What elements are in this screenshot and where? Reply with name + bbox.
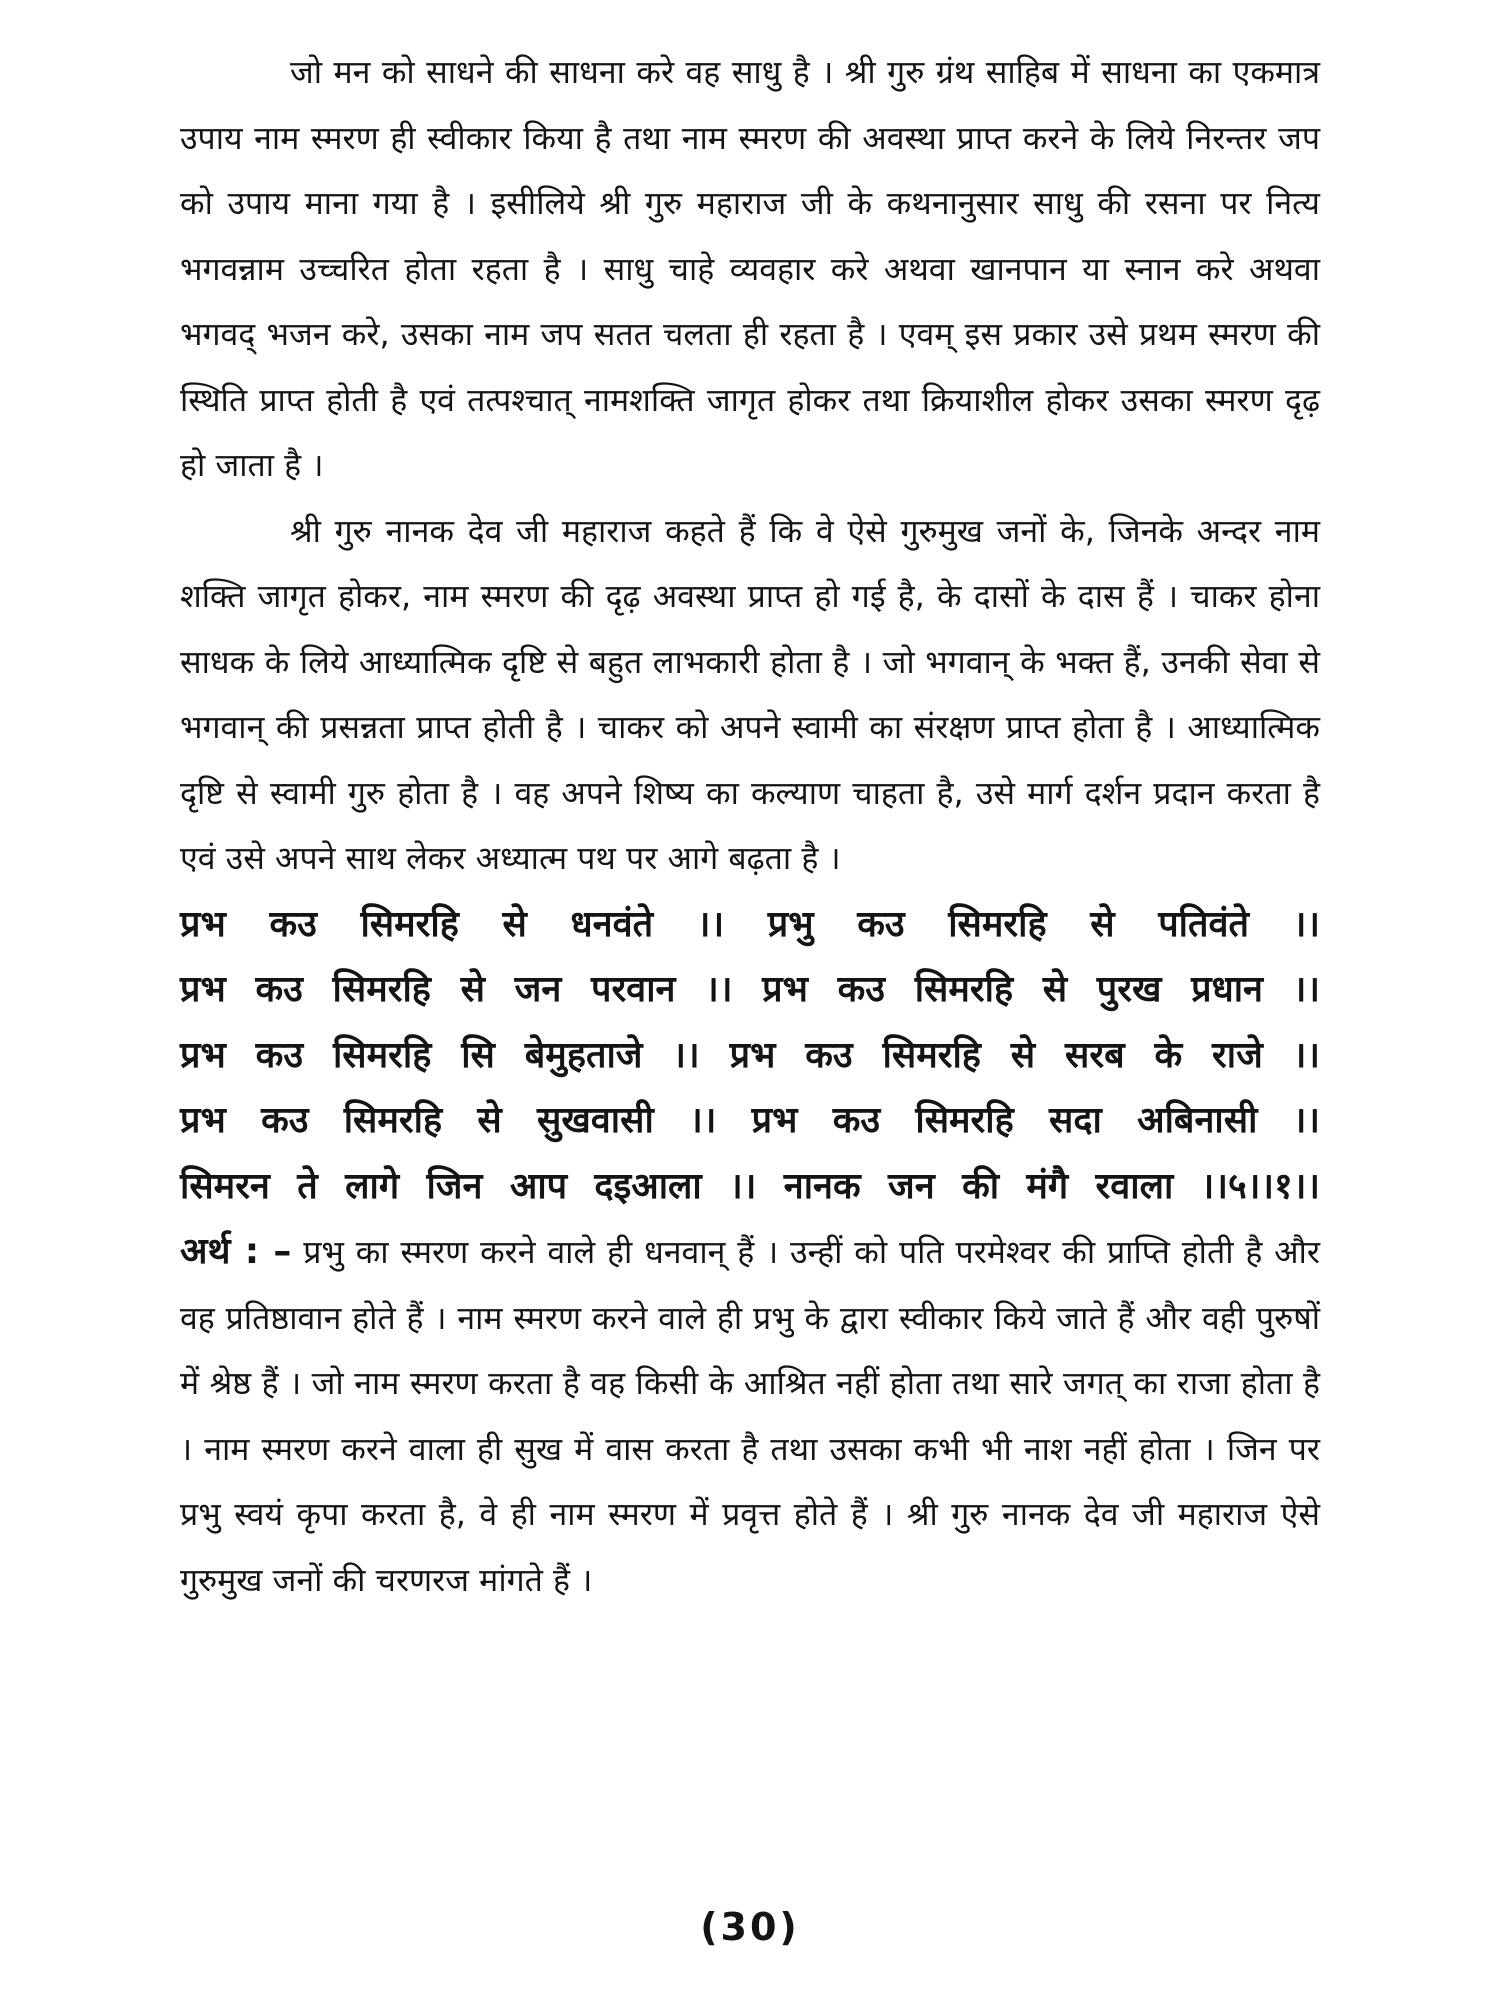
verse-line: प्रभ कउ सिमरहि से जन परवान ।। प्रभ कउ सिमरहि से पुरख प्रधान ।। [180,969,1320,1010]
verse-line: प्रभ कउ सिमरहि से सुखवासी ।। प्रभ कउ सिमरहि सदा अबिनासी ।। [180,1100,1320,1141]
verse-line: प्रभ कउ सिमरहि सि बेमुहताजे ।। प्रभ कउ सिमरहि से सरब के राजे ।। [180,1034,1320,1076]
meaning-text: प्रभु का स्मरण करने वाले ही धनवान् हैं । उन्हीं को पति परमेश्वर की प्राप्ति होती है और वह प्रतिष्ठावान होते हैं । नाम स्मरण करने वाले ही प्रभु के द्वारा स्वीकार किये जाते हैं और वही पुरुषों में श्रेष्ठ हैं । जो नाम स्मरण करता है वह किसी के आश्रित नहीं होता तथा सारे जगत् का राजा होता है । नाम स्मरण करने वाला ही सुख में वास करता है तथा उसका कभी भी नाश नहीं होता । जिन पर प्रभु स्वयं कृपा करता है, वे ही नाम स्मरण में प्रवृत्त होते हैं । श्री गुरु नानक देव जी महाराज ऐसे गुरुमुख जनों की चरणरज मांगते हैं । [180,1233,1321,1599]
meaning-label: अर्थ : – [180,1231,292,1272]
verse-block [180,892,1320,1220]
meaning-paragraph [180,1219,1320,1613]
verse-line: प्रभ कउ सिमरहि से धनवंते ।। प्रभु कउ सिमरहि से पतिवंते ।। [180,903,1320,945]
page-number: (30) [700,1905,800,1949]
book-page [180,40,1320,1960]
paragraph-sadhu: जो मन को साधने की साधना करे वह साधु है । श्री गुरु ग्रंथ साहिब में साधना का एकमात्र उपाय नाम स्मरण ही स्वीकार किया है तथा नाम स्मरण की अवस्था प्राप्त करने के लिये निरन्तर जप को उपाय माना गया है । इसीलिये श्री गुरु महाराज जी के कथनानुसार साधु की रसना पर नित्य भगवन्नाम उच्चरित होता रहता है । साधु चाहे व्यवहार करे अथवा खानपान या स्नान करे अथवा भगवद् भजन करे, उसका नाम जप सतत चलता ही रहता है । एवम् इस प्रकार उसे प्रथम स्मरण की स्थिति प्राप्त होती है एवं तत्पश्चात् नामशक्ति जागृत होकर तथा क्रियाशील होकर उसका स्मरण दृढ़ हो जाता है । [180,53,1320,484]
verse-line: सिमरन ते लागे जिन आप दइआला ।। नानक जन की मंगै रवाला ।।५।।१।। [180,1165,1320,1207]
paragraph-gurmukh: श्री गुरु नानक देव जी महाराज कहते हैं कि वे ऐसे गुरुमुख जनों के, जिनके अन्दर नाम शक्ति जागृत होकर, नाम स्मरण की दृढ़ अवस्था प्राप्त हो गई है, के दासों के दास हैं । चाकर होना साधक के लिये आध्यात्मिक दृष्टि से बहुत लाभकारी होता है । जो भगवान् के भक्त हैं, उनकी सेवा से भगवान् की प्रसन्नता प्राप्त होती है । चाकर को अपने स्वामी का संरक्षण प्राप्त होता है । आध्यात्मिक दृष्टि से स्वामी गुरु होता है । वह अपने शिष्य का कल्याण चाहता है, उसे मार्ग दर्शन प्रदान करता है एवं उसे अपने साथ लेकर अध्यात्म पथ पर आगे बढ़ता है । [180,511,1320,877]
